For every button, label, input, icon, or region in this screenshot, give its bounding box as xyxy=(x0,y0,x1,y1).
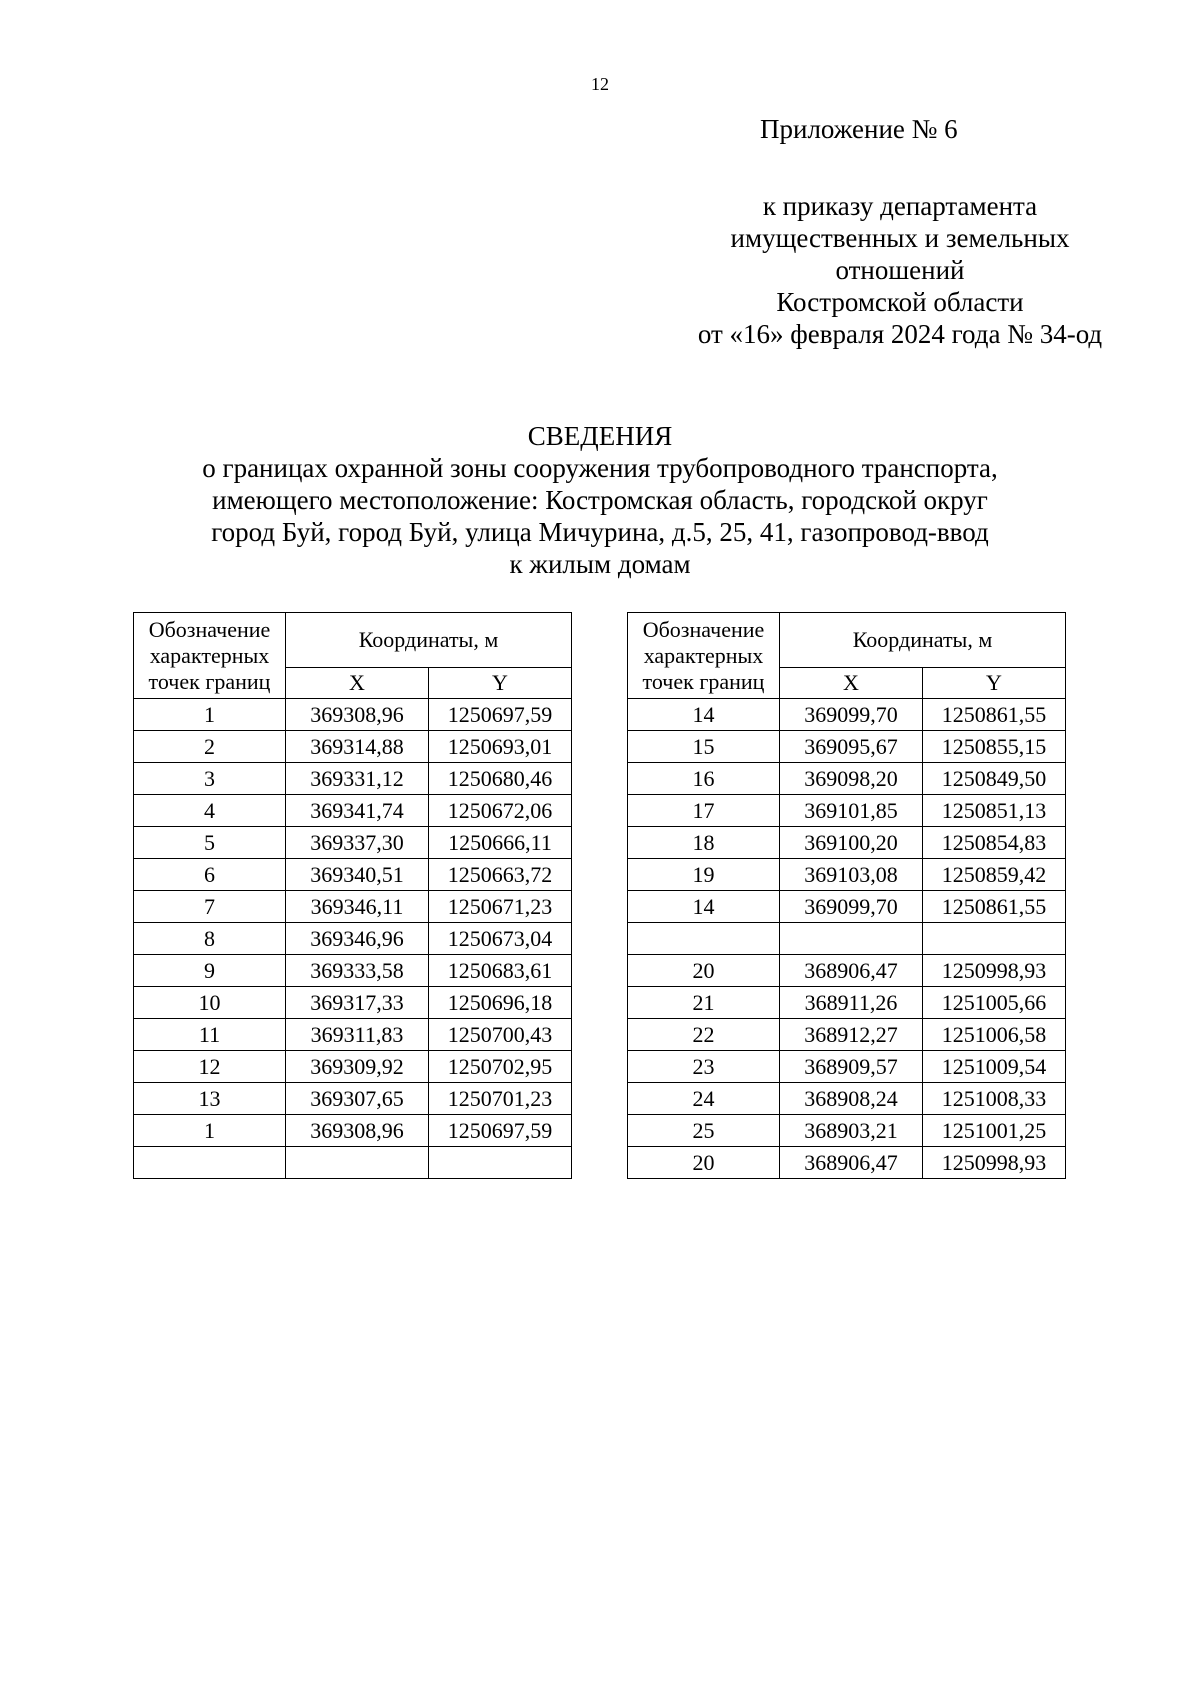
table-row xyxy=(134,827,572,859)
y-coordinate-cell: 1250861,55 xyxy=(923,699,1066,731)
designation-header-line: характерных xyxy=(643,642,764,668)
point-number-cell: 25 xyxy=(628,1115,780,1147)
x-header: X xyxy=(286,668,429,699)
table-row xyxy=(134,891,572,923)
y-coordinate-cell: 1250702,95 xyxy=(429,1051,572,1083)
x-coordinate-cell: 369308,96 xyxy=(286,1115,429,1147)
point-number-cell: 7 xyxy=(134,891,286,923)
page-number: 12 xyxy=(591,74,609,94)
point-number-cell: 15 xyxy=(628,731,780,763)
x-coordinate-cell: 369308,96 xyxy=(286,699,429,731)
document-title: СВЕДЕНИЯ xyxy=(527,421,673,451)
order-line: имущественных и земельных xyxy=(730,223,1070,253)
x-coordinate-cell: 369337,30 xyxy=(286,827,429,859)
point-number-cell: 2 xyxy=(134,731,286,763)
y-coordinate-cell: 1250671,23 xyxy=(429,891,572,923)
x-coordinate-cell: 368906,47 xyxy=(780,1147,923,1179)
table-row xyxy=(628,891,1066,923)
heading-line: имеющего местоположение: Костромская область, городской округ xyxy=(212,485,988,515)
y-coordinate-cell: 1250683,61 xyxy=(429,955,572,987)
table-row xyxy=(628,731,1066,763)
x-coordinate-cell: 369099,70 xyxy=(780,891,923,923)
point-number-cell: 1 xyxy=(134,699,286,731)
x-coordinate-cell: 369317,33 xyxy=(286,987,429,1019)
y-coordinate-cell xyxy=(923,923,1066,955)
y-coordinate-cell: 1250998,93 xyxy=(923,955,1066,987)
x-coordinate-cell: 369311,83 xyxy=(286,1019,429,1051)
designation-header-line: точек границ xyxy=(148,668,271,694)
y-coordinate-cell: 1250680,46 xyxy=(429,763,572,795)
point-number-cell: 6 xyxy=(134,859,286,891)
table-row xyxy=(134,859,572,891)
point-number-cell: 4 xyxy=(134,795,286,827)
x-coordinate-cell: 369098,20 xyxy=(780,763,923,795)
table-row xyxy=(628,859,1066,891)
coordinates-header: Координаты, м xyxy=(286,613,572,668)
y-coordinate-cell: 1250998,93 xyxy=(923,1147,1066,1179)
x-coordinate-cell xyxy=(286,1147,429,1179)
order-line: отношений xyxy=(835,255,965,285)
order-line: от «16» февраля 2024 года № 34-од xyxy=(697,319,1103,349)
point-number-cell: 1 xyxy=(134,1115,286,1147)
point-number-cell: 19 xyxy=(628,859,780,891)
designation-header-line: Обозначение xyxy=(642,616,765,642)
point-number-cell: 13 xyxy=(134,1083,286,1115)
coordinates-table-right xyxy=(627,612,1066,1179)
y-coordinate-cell: 1250861,55 xyxy=(923,891,1066,923)
designation-header-line: точек границ xyxy=(642,668,765,694)
coordinates-header: Координаты, м xyxy=(780,613,1066,668)
point-number-cell: 24 xyxy=(628,1083,780,1115)
x-coordinate-cell: 368912,27 xyxy=(780,1019,923,1051)
point-number-cell xyxy=(628,923,780,955)
point-number-cell: 8 xyxy=(134,923,286,955)
x-header: X xyxy=(780,668,923,699)
point-number-cell: 23 xyxy=(628,1051,780,1083)
table-row xyxy=(134,1019,572,1051)
x-coordinate-cell xyxy=(780,923,923,955)
table-row xyxy=(628,827,1066,859)
order-reference xyxy=(640,190,1160,350)
y-coordinate-cell: 1250701,23 xyxy=(429,1083,572,1115)
x-coordinate-cell: 368908,24 xyxy=(780,1083,923,1115)
heading-line: о границах охранной зоны сооружения трубопроводного транспорта, xyxy=(202,453,998,483)
x-coordinate-cell: 368909,57 xyxy=(780,1051,923,1083)
table-row xyxy=(628,987,1066,1019)
coordinates-table-left xyxy=(133,612,572,1179)
x-coordinate-cell: 369307,65 xyxy=(286,1083,429,1115)
y-coordinate-cell: 1250693,01 xyxy=(429,731,572,763)
x-coordinate-cell: 369333,58 xyxy=(286,955,429,987)
heading-line: к жилым домам xyxy=(509,549,691,579)
point-number-cell: 20 xyxy=(628,955,780,987)
table-row xyxy=(134,987,572,1019)
x-coordinate-cell: 369100,20 xyxy=(780,827,923,859)
y-coordinate-cell: 1251009,54 xyxy=(923,1051,1066,1083)
x-coordinate-cell: 369340,51 xyxy=(286,859,429,891)
table-row xyxy=(134,699,572,731)
point-number-cell: 21 xyxy=(628,987,780,1019)
table-row xyxy=(628,955,1066,987)
y-coordinate-cell: 1250859,42 xyxy=(923,859,1066,891)
y-coordinate-cell: 1250697,59 xyxy=(429,1115,572,1147)
x-coordinate-cell: 369346,96 xyxy=(286,923,429,955)
table-row xyxy=(628,699,1066,731)
x-coordinate-cell: 368903,21 xyxy=(780,1115,923,1147)
point-number-cell: 3 xyxy=(134,763,286,795)
x-coordinate-cell: 369095,67 xyxy=(780,731,923,763)
point-number-cell: 17 xyxy=(628,795,780,827)
y-coordinate-cell: 1250700,43 xyxy=(429,1019,572,1051)
y-header: Y xyxy=(429,668,572,699)
table-row xyxy=(628,795,1066,827)
designation-header-line: характерных xyxy=(149,642,270,668)
y-coordinate-cell: 1250849,50 xyxy=(923,763,1066,795)
point-number-cell: 5 xyxy=(134,827,286,859)
x-coordinate-cell: 369314,88 xyxy=(286,731,429,763)
table-row xyxy=(628,1147,1066,1179)
table-row xyxy=(134,795,572,827)
table-row xyxy=(134,763,572,795)
designation-header xyxy=(134,613,286,699)
x-coordinate-cell: 369099,70 xyxy=(780,699,923,731)
table-row xyxy=(134,1115,572,1147)
y-coordinate-cell: 1250697,59 xyxy=(429,699,572,731)
table-row xyxy=(134,1147,572,1179)
table-row xyxy=(134,1051,572,1083)
document-heading xyxy=(120,420,1080,580)
table-row xyxy=(628,763,1066,795)
table-row xyxy=(628,1019,1066,1051)
table-row xyxy=(628,1115,1066,1147)
table-row xyxy=(134,955,572,987)
table-row xyxy=(134,731,572,763)
y-coordinate-cell: 1250673,04 xyxy=(429,923,572,955)
x-coordinate-cell: 369101,85 xyxy=(780,795,923,827)
y-coordinate-cell: 1250851,13 xyxy=(923,795,1066,827)
y-header: Y xyxy=(923,668,1066,699)
point-number-cell: 16 xyxy=(628,763,780,795)
table-row xyxy=(134,1083,572,1115)
x-coordinate-cell: 369346,11 xyxy=(286,891,429,923)
designation-header-line: Обозначение xyxy=(148,616,271,642)
x-coordinate-cell: 369103,08 xyxy=(780,859,923,891)
point-number-cell: 12 xyxy=(134,1051,286,1083)
appendix-title: Приложение № 6 xyxy=(760,114,958,144)
x-coordinate-cell: 369341,74 xyxy=(286,795,429,827)
point-number-cell: 18 xyxy=(628,827,780,859)
table-row xyxy=(134,923,572,955)
y-coordinate-cell: 1250663,72 xyxy=(429,859,572,891)
y-coordinate-cell xyxy=(429,1147,572,1179)
point-number-cell: 10 xyxy=(134,987,286,1019)
point-number-cell: 14 xyxy=(628,891,780,923)
x-coordinate-cell: 369331,12 xyxy=(286,763,429,795)
heading-line: город Буй, город Буй, улица Мичурина, д.5, 25, 41, газопровод-ввод xyxy=(211,517,989,547)
point-number-cell: 20 xyxy=(628,1147,780,1179)
x-coordinate-cell: 369309,92 xyxy=(286,1051,429,1083)
y-coordinate-cell: 1251008,33 xyxy=(923,1083,1066,1115)
y-coordinate-cell: 1250672,06 xyxy=(429,795,572,827)
y-coordinate-cell: 1250696,18 xyxy=(429,987,572,1019)
x-coordinate-cell: 368906,47 xyxy=(780,955,923,987)
order-line: Костромской области xyxy=(776,287,1024,317)
y-coordinate-cell: 1250666,11 xyxy=(429,827,572,859)
point-number-cell: 22 xyxy=(628,1019,780,1051)
y-coordinate-cell: 1250855,15 xyxy=(923,731,1066,763)
point-number-cell: 11 xyxy=(134,1019,286,1051)
table-row xyxy=(628,1083,1066,1115)
y-coordinate-cell: 1251001,25 xyxy=(923,1115,1066,1147)
y-coordinate-cell: 1251005,66 xyxy=(923,987,1066,1019)
point-number-cell: 9 xyxy=(134,955,286,987)
y-coordinate-cell: 1251006,58 xyxy=(923,1019,1066,1051)
point-number-cell xyxy=(134,1147,286,1179)
designation-header xyxy=(628,613,780,699)
point-number-cell: 14 xyxy=(628,699,780,731)
y-coordinate-cell: 1250854,83 xyxy=(923,827,1066,859)
table-row xyxy=(628,1051,1066,1083)
order-line: к приказу департамента xyxy=(762,191,1038,221)
x-coordinate-cell: 368911,26 xyxy=(780,987,923,1019)
table-row xyxy=(628,923,1066,955)
